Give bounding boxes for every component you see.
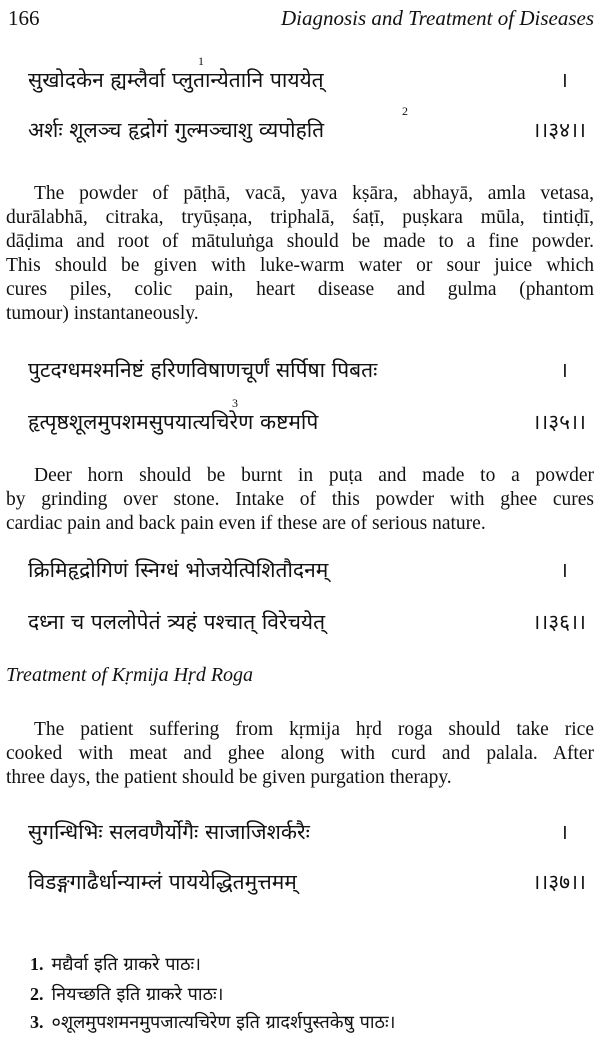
running-title: Diagnosis and Treatment of Diseases xyxy=(280,6,594,30)
verse-text: दध्ना च पललोपेतं त्र्यहं पश्चात् विरेचयेत् xyxy=(28,610,326,634)
verse-number: ।।३४।। xyxy=(532,118,586,142)
verse-text: पुटदग्धमश्मनिष्टं हरिणविषाणचूर्णं सर्पिषा पिबतः xyxy=(28,358,378,382)
verse-36-line-2 xyxy=(28,608,586,638)
translation-paragraph-2 xyxy=(6,464,594,536)
paragraph-line: tumour) instantaneously. xyxy=(6,303,199,324)
page-header xyxy=(8,6,594,30)
verse-danda: । xyxy=(560,358,568,382)
verse-37-line-2 xyxy=(28,868,586,898)
footnote-text: ०शूलमुपशमनमुपजात्यचिरेण इति ग्रादर्शपुस्तकेषु पाठः। xyxy=(51,1012,396,1033)
paragraph-line: Deer horn should be burnt in puṭa and made to a powder xyxy=(34,465,594,486)
verse-36-line-1 xyxy=(28,556,586,586)
verse-text: क्रिमिहृद्रोगिणं स्निग्धं भोजयेत्पिशितौदनम् xyxy=(28,558,329,582)
footnote-marker-2: 2 xyxy=(402,104,408,118)
paragraph-line: by grinding over stone. Intake of this powder with ghee cures xyxy=(6,489,594,510)
paragraph-line: The powder of pāṭhā, vacā, yava kṣāra, abhayā, amla vetasa, xyxy=(34,183,594,204)
verse-danda: । xyxy=(560,68,568,92)
page-number: 166 xyxy=(8,6,40,30)
footnote-1 xyxy=(30,952,201,976)
verse-text: सुखोदकेन ह्यम्लैर्वा प्लुतान्येतानि पाययेत् xyxy=(28,68,324,92)
verse-37-line-1 xyxy=(28,818,586,848)
paragraph-line: dāḍima and root of mātuluṅga should be made to a fine powder. xyxy=(6,231,594,252)
footnote-number: 2. xyxy=(30,984,44,1004)
verse-number: ।।३७।। xyxy=(532,870,586,894)
footnote-3 xyxy=(30,1010,395,1034)
verse-text: हृत्पृष्ठशूलमुपशमसुपयात्यचिरेण कष्टमपि xyxy=(28,410,319,434)
translation-paragraph-3 xyxy=(6,718,594,790)
paragraph-line: This should be given with luke-warm water or sour juice which xyxy=(6,255,594,276)
paragraph-line: durālabhā, citraka, tryūṣaṇa, triphalā, śaṭī, puṣkara mūla, tintiḍī, xyxy=(6,207,594,228)
footnote-number: 1. xyxy=(30,954,44,974)
paragraph-line: cardiac pain and back pain even if these are of serious nature. xyxy=(6,513,486,534)
verse-text: सुगन्धिभिः सलवणैर्योगैः साजाजिशर्करैः xyxy=(28,820,310,844)
verse-34-line-2 xyxy=(28,116,586,146)
footnote-marker-3: 3 xyxy=(232,396,238,410)
footnote-text: नियच्छति इति ग्राकरे पाठः। xyxy=(51,984,224,1005)
translation-paragraph-1 xyxy=(6,182,594,326)
section-heading: Treatment of Kṛmija Hṛd Roga xyxy=(6,664,254,686)
footnote-number: 3. xyxy=(30,1012,44,1032)
verse-text: अर्शः शूलञ्च हृद्रोगं गुल्मञ्चाशु व्यपोहति xyxy=(28,118,325,142)
verse-text: विडङ्गगाढैर्धान्याम्लं पाययेद्धितमुत्तमम् xyxy=(28,870,297,894)
paragraph-line: cooked with meat and ghee along with curd and palala. After xyxy=(6,743,594,764)
verse-danda: । xyxy=(560,820,568,844)
footnote-2 xyxy=(30,982,223,1006)
paragraph-line: three days, the patient should be given purgation therapy. xyxy=(6,767,452,788)
paragraph-line: cures piles, colic pain, heart disease and gulma (phantom xyxy=(6,279,594,300)
verse-35-line-2 xyxy=(28,408,586,438)
verse-danda: । xyxy=(560,558,568,582)
verse-35-line-1 xyxy=(28,356,586,386)
verse-number: ।।३५।। xyxy=(532,410,586,434)
verse-34-line-1 xyxy=(28,66,586,96)
footnote-marker-1: 1 xyxy=(198,54,204,68)
paragraph-line: The patient suffering from kṛmija hṛd roga should take rice xyxy=(34,719,594,740)
verse-number: ।।३६।। xyxy=(532,610,586,634)
footnote-text: मद्यैर्वा इति ग्राकरे पाठः। xyxy=(51,954,202,975)
